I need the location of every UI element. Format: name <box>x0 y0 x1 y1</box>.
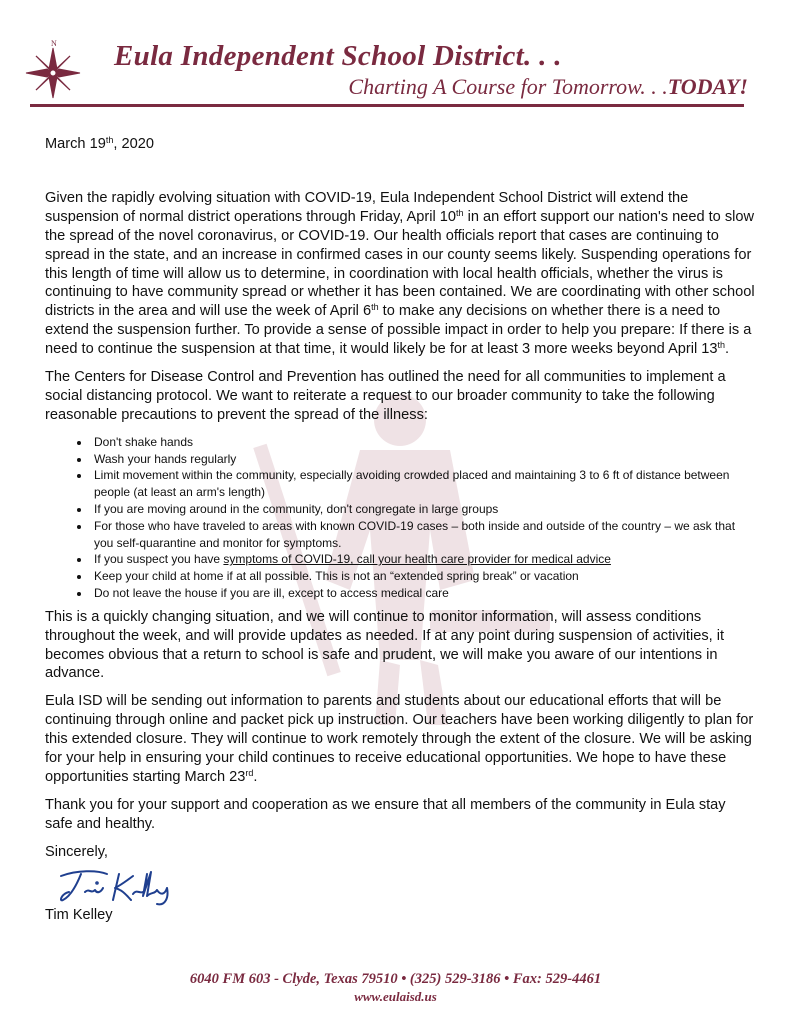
letter-date <box>45 135 755 154</box>
tagline-main: Charting A Course for Tomorrow. . . <box>348 74 668 99</box>
p4-text-b: . <box>253 769 258 785</box>
signer-name: Tim Kelley <box>45 906 113 923</box>
tagline-emphasis: TODAY! <box>667 74 748 99</box>
precautions-list <box>45 434 755 602</box>
p1-text-b: in an effort support our nation's need to slow the spread of the novel coronavirus, or COVID-19. Our health officials report that cases are continuing to spread in the state, and an increase in confirmed cases in our county seems likely. Suspending operations for this length of time will allow us to determine, in coordination with local health officials, whether the virus is continuing to have community spread or whether it has been contained. We are coordinating with other school districts in the area and will use the week of April 6 <box>45 208 755 320</box>
list-item: • Keep your child at home if at all possible. This is not an “extended spring break” or vacation <box>91 568 755 585</box>
list-item-text: If you suspect you have <box>94 552 224 567</box>
p1-ordinal-b: th <box>371 302 379 313</box>
p1-text-c: to make any decisions on whether there is a need to extend the suspension further. To provide a sense of possible impact in order to help you prepare: If there is a need to continue the suspension at that time, it would likely be for at least 3 more weeks beyond April 13 <box>45 303 752 358</box>
p4-text-a: Eula ISD will be sending out information to parents and students about our educational efforts that will be continuing through online and packet pick up instruction. Our teachers have been working diligently to plan for this extended closure. They will continue to work remotely through the extent of the closure. We will be asking for your help in ensuring your child continues to receive educational opportunities. We hope to have these opportunities starting March 23 <box>45 693 754 785</box>
date-ordinal: th <box>105 135 114 145</box>
letterhead <box>18 36 748 108</box>
list-item <box>91 551 755 568</box>
list-item: • Wash your hands regularly <box>91 451 755 468</box>
p1-text-a: Given the rapidly evolving situation with COVID-19, Eula Independent School District will extend the suspension of normal district operations through Friday, April 10 <box>45 189 689 225</box>
paragraph-5: Thank you for your support and cooperation as we ensure that all members of the community in Eula stay safe and healthy. <box>45 796 726 832</box>
list-item: • If you are moving around in the community, don't congregate in large groups <box>91 501 755 518</box>
date-text: March 19 <box>45 136 106 152</box>
list-item: • For those who have traveled to areas with known COVID-19 cases – both inside and outside of the country – we ask that you self-quarantine and monitor for symptoms. <box>91 518 755 552</box>
list-item: • Don't shake hands <box>91 434 755 451</box>
district-tagline <box>348 74 748 100</box>
list-item: • Do not leave the house if you are ill, except to access medical care <box>91 585 755 602</box>
paragraph-4 <box>45 692 755 787</box>
p1-ordinal-a: th <box>456 207 464 218</box>
p1-text-d: . <box>725 341 730 358</box>
p4-ordinal: rd <box>245 768 254 778</box>
paragraph-1 <box>45 189 755 359</box>
paragraph-2: The Centers for Disease Control and Prevention has outlined the need for all communities to implement a social distancing protocol. We want to reiterate a request to our broader community to take the following reasonable precautions to prevent the spread of the illness: <box>45 369 726 423</box>
compass-rose-icon <box>18 36 88 106</box>
letterhead-rule <box>30 104 744 107</box>
closing: Sincerely, <box>45 843 108 860</box>
letter-body <box>45 135 755 925</box>
date-year: , 2020 <box>113 136 154 152</box>
paragraph-3: This is a quickly changing situation, and we will continue to monitor information, will assess conditions throughout the week, and will provide updates as needed. If at any point during suspension of activities, it becomes obvious that a return to school is safe and prudent, we will make you aware of our intentions in advance. <box>45 608 725 682</box>
handwritten-signature-image <box>57 866 177 906</box>
p1-ordinal-c: th <box>717 340 726 351</box>
footer-address: 6040 FM 603 - Clyde, Texas 79510 • (325) 529-3186 • Fax: 529-4461 <box>189 971 602 987</box>
symptoms-underlined-text: symptoms of COVID-19, call your health care provider for medical advice <box>223 552 611 567</box>
footer-website: www.eulaisd.us <box>354 989 437 1004</box>
district-name: Eula Independent School District. . . <box>114 40 562 72</box>
compass-north-label: N <box>51 39 57 48</box>
list-item: • Limit movement within the community, especially avoiding crowded placed and maintaining 3 to 6 ft of distance between people (at least an arm's length) <box>91 467 755 501</box>
